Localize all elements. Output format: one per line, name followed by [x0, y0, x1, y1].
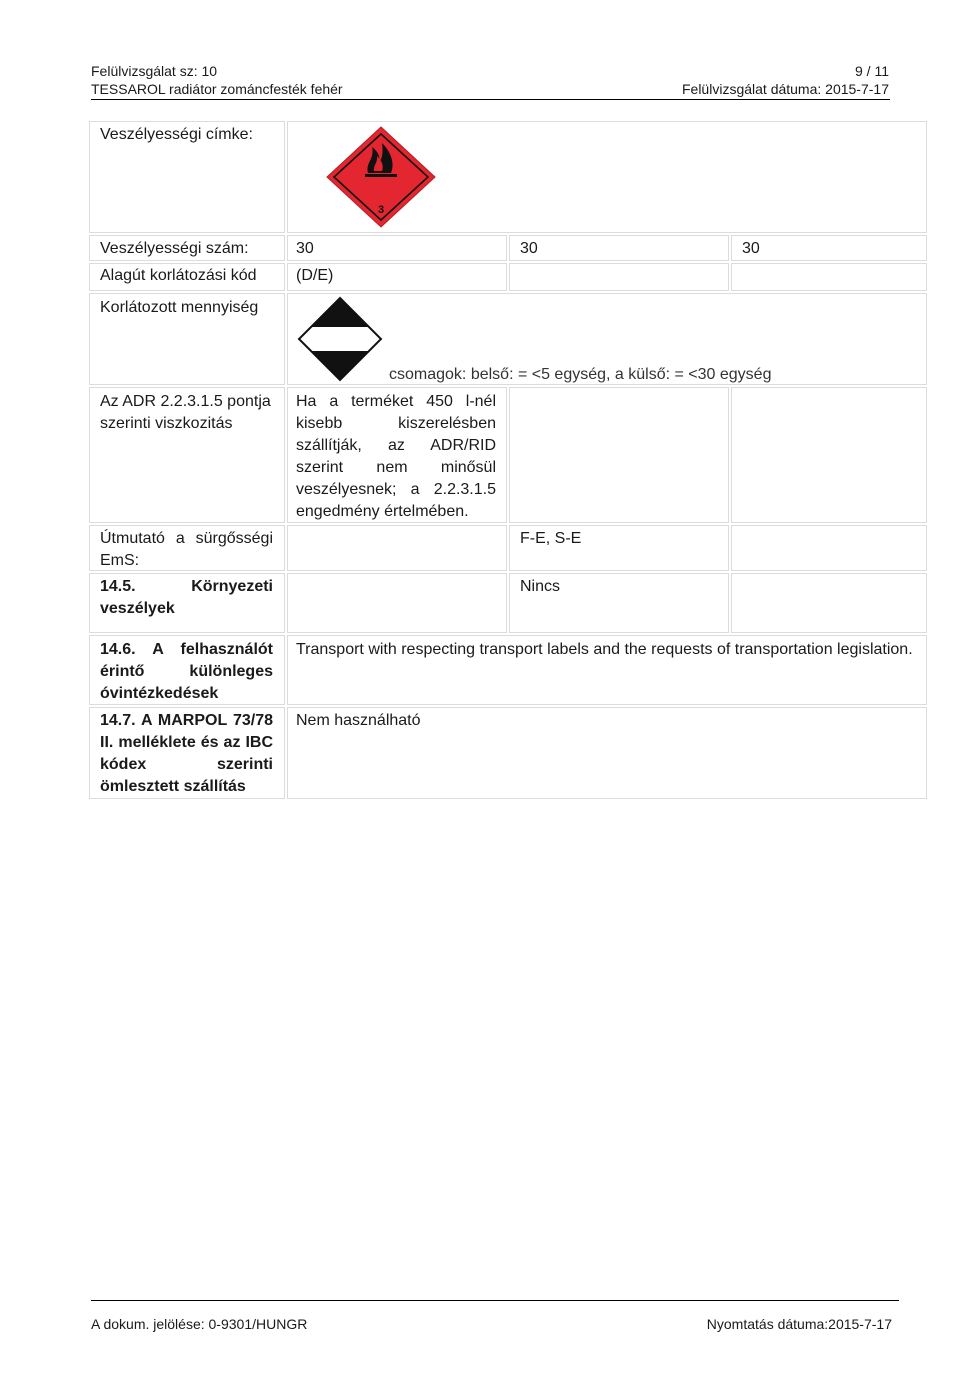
- product-name: TESSAROL radiátor zománcfesték fehér: [91, 81, 343, 97]
- adr-exemption-text-line-1: Ha a terméket 450 l-nél: [296, 393, 496, 410]
- tunnel-code-value: (D/E): [296, 267, 334, 284]
- cell: [731, 263, 927, 291]
- tunnel-code-label: Alagút korlátozási kód: [100, 267, 257, 284]
- environmental-label-line-1: 14.5. Környezeti: [100, 578, 273, 595]
- marpol-label-line-1: 14.7. A MARPOL 73/78: [100, 712, 273, 729]
- adr-exemption-text-line-5: veszélyesnek; a 2.2.3.1.5: [296, 481, 496, 498]
- adr-exemption-text-line-3: szállítják, az ADR/RID: [296, 437, 496, 454]
- limited-quantity-mark-icon: [297, 296, 383, 382]
- footer-rule: [91, 1300, 899, 1301]
- precautions-label-line-2: érintő különleges: [100, 663, 273, 680]
- adr-exemption-text-line-4: szerint nem minősül: [296, 459, 496, 476]
- adr-exemption-text-line-2: kisebb kiszerelésben: [296, 415, 496, 432]
- environmental-label-line-2: veszélyek: [100, 600, 175, 617]
- marpol-label-line-3: kódex szerinti: [100, 756, 273, 773]
- cell: [731, 525, 927, 571]
- marpol-label-line-2: II. melléklete és az IBC: [100, 734, 273, 751]
- revision-date: Felülvizsgálat dátuma: 2015-7-17: [681, 81, 889, 97]
- cell: [731, 573, 927, 633]
- environmental-value: Nincs: [520, 578, 561, 595]
- cell: [287, 573, 507, 633]
- hazard-number-imdg: 30: [520, 240, 538, 257]
- placard-number: 3: [377, 204, 385, 216]
- ems-label-line-2: EmS:: [100, 552, 140, 569]
- cell: [731, 235, 927, 261]
- adr-exemption-label-line-1: Az ADR 2.2.3.1.5 pontja: [100, 393, 271, 410]
- precautions-label-line-1: 14.6. A felhasználót: [100, 641, 273, 658]
- header-rule: [91, 99, 890, 100]
- ems-label-line-1: Útmutató a sürgősségi: [100, 530, 273, 547]
- hazard-number-adr: 30: [296, 240, 314, 257]
- adr-exemption-text-line-6: engedmény értelmében.: [296, 503, 469, 520]
- revision-number: Felülvizsgálat sz: 10: [91, 63, 218, 79]
- cell: [509, 235, 729, 261]
- precautions-value: Transport with respecting transport labels and the requests of transportation legislation.: [296, 641, 913, 658]
- limited-quantity-label: Korlátozott mennyiség: [100, 299, 259, 316]
- print-date: Nyomtatás dátuma:2015-7-17: [706, 1316, 892, 1332]
- hazard-number-iata: 30: [742, 240, 760, 257]
- adr-exemption-label-line-2: szerinti viszkozitás: [100, 415, 233, 432]
- cell: [287, 525, 507, 571]
- cell: [287, 235, 507, 261]
- document-id: A dokum. jelölése: 0-9301/HUNGR: [91, 1316, 308, 1332]
- hazard-number-label: Veszélyességi szám:: [100, 240, 249, 257]
- hazard-label-label: Veszélyességi címke:: [100, 126, 253, 143]
- cell: [509, 387, 729, 523]
- precautions-label-line-3: óvintézkedések: [100, 685, 219, 702]
- ems-value: F-E, S-E: [520, 530, 582, 547]
- cell: [731, 387, 927, 523]
- page-number: 9 / 11: [855, 63, 889, 79]
- flammable-liquid-placard-icon: [325, 125, 437, 229]
- marpol-value: Nem használható: [296, 712, 421, 729]
- cell: [509, 263, 729, 291]
- marpol-label-line-4: ömlesztett szállítás: [100, 778, 246, 795]
- limited-quantity-packaging: csomagok: belső: = <5 egység, a külső: = <30 egység: [389, 366, 772, 383]
